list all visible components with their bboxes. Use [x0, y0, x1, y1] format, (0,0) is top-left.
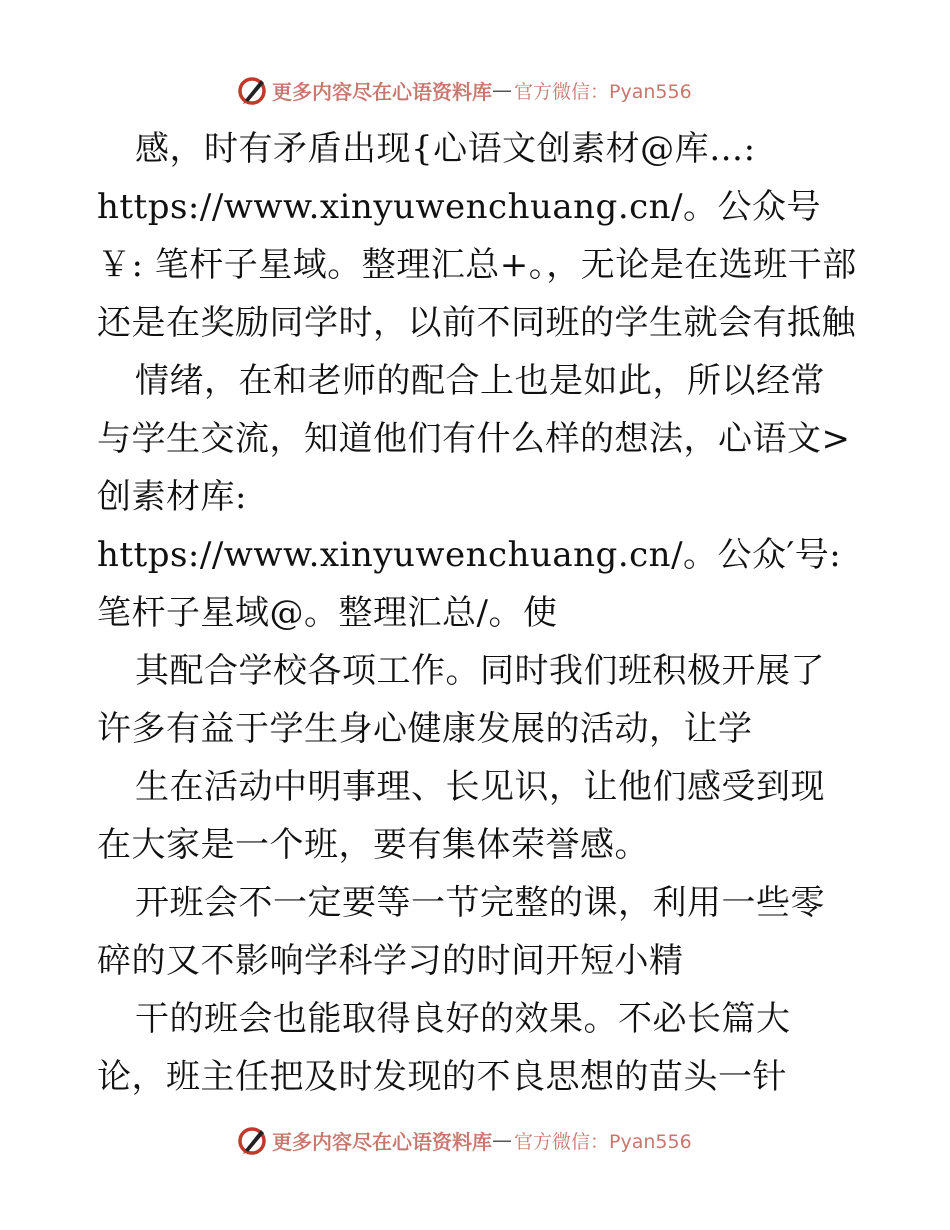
header-brand: 更多内容尽在心语资料库: [272, 79, 492, 104]
paragraph: 其配合学校各项工作。同时我们班积极开展了许多有益于学生身心健康发展的活动，让学: [97, 651, 825, 749]
document-body: [97, 120, 857, 1106]
footer-brand: 更多内容尽在心语资料库: [272, 1129, 492, 1154]
paragraph: 生在活动中明事理、长见识，让他们感受到现在大家是一个班，要有集体荣誉感。: [97, 767, 825, 865]
footer-banner: [236, 1120, 716, 1160]
paragraph: 情绪，在和老师的配合上也是如此，所以经常与学生交流，知道他们有什么样的想法，心语文>创素材库: https://www.xinyuwenchuang.cn/。公众′号: 笔杆子星域@。整理汇总/。使: [97, 361, 851, 633]
pen-logo-icon: [236, 74, 268, 106]
header-contact: 官方微信：Pyan556: [514, 80, 692, 103]
footer-contact: 官方微信：Pyan556: [514, 1130, 692, 1153]
header-separator: —: [492, 78, 512, 102]
paragraph: 开班会不一定要等一节完整的课，利用一些零碎的又不影响学科学习的时间开短小精: [97, 883, 825, 981]
header-banner: [236, 70, 716, 110]
pen-logo-icon: [236, 1124, 268, 1156]
paragraph: 感，时有矛盾出现{心语文创素材@库…: https://www.xinyuwenchuang.cn/。公众号￥: 笔杆子星域。整理汇总+。，无论是在选班干部还是在奖励同学时，以前不同班的学生就会有抵触: [97, 129, 857, 343]
paragraph: 干的班会也能取得良好的效果。不必长篇大论，班主任把及时发现的不良思想的苗头一针: [97, 999, 791, 1097]
footer-separator: —: [492, 1128, 512, 1152]
